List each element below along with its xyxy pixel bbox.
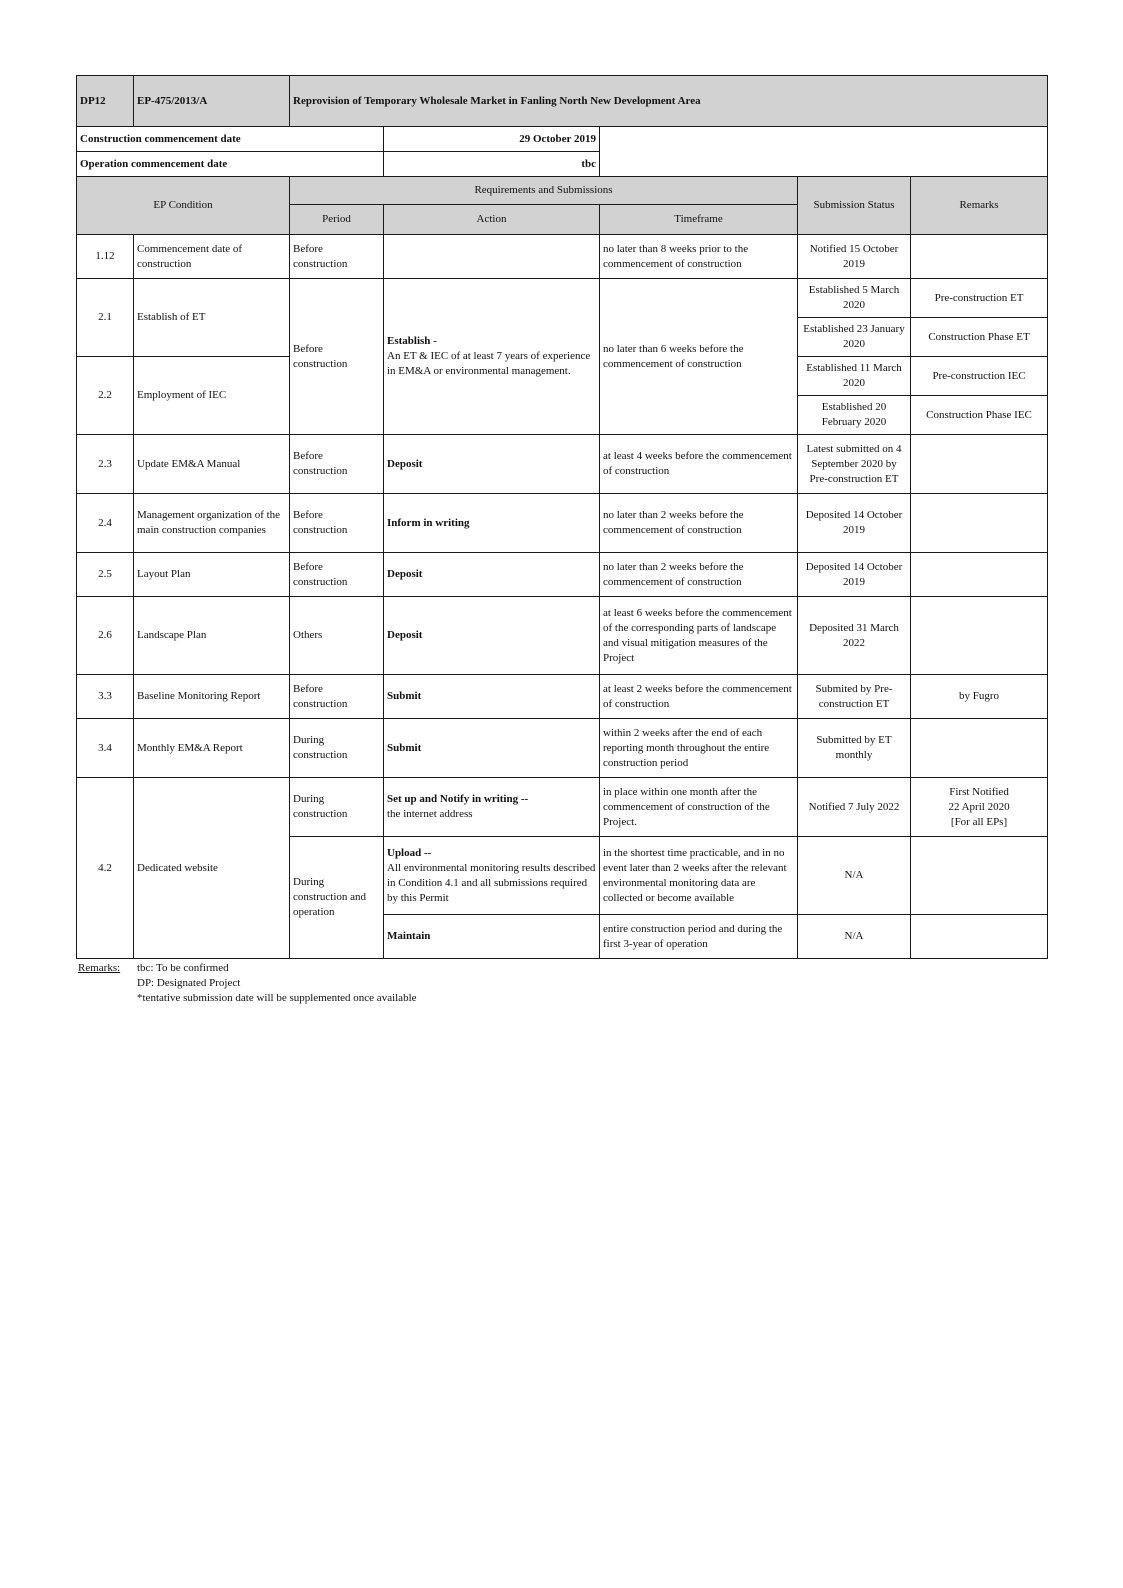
footnote-line: DP: Designated Project: [137, 977, 241, 989]
condition-name: Layout Plan: [134, 553, 290, 597]
condition-number: 3.4: [77, 719, 134, 778]
action-text: All environmental monitoring results described in Condition 4.1 and all submissions required by this Permit: [387, 861, 596, 904]
condition-number: 2.6: [77, 597, 134, 675]
table-row: [77, 553, 1048, 597]
timeframe-cell: at least 4 weeks before the commencement of construction: [600, 435, 798, 494]
status-cell: N/A: [798, 915, 911, 959]
action-text: An ET & IEC of at least 7 years of experience in EM&A or environmental management.: [387, 350, 591, 377]
remarks-cell: Pre-construction ET: [911, 279, 1048, 318]
action-cell: Deposit: [384, 553, 600, 597]
remarks-cell: [911, 778, 1048, 837]
period-cell: Before construction: [290, 279, 384, 435]
condition-number: 1.12: [77, 235, 134, 279]
remarks-line: [For all EPs]: [950, 815, 1008, 828]
footnote-line: tbc: To be confirmed: [137, 962, 229, 974]
status-cell: Established 11 March 2020: [798, 357, 911, 396]
remarks-header: Remarks: [911, 177, 1048, 235]
ep-number: EP-475/2013/A: [134, 76, 290, 127]
period-cell: Before construction: [290, 235, 384, 279]
condition-name: Dedicated website: [134, 778, 290, 959]
table-row: [77, 494, 1048, 553]
action-cell: [384, 837, 600, 915]
column-header-row-1: [77, 177, 1048, 205]
submission-status-header: Submission Status: [798, 177, 911, 235]
condition-name: Monthly EM&A Report: [134, 719, 290, 778]
action-cell: Maintain: [384, 915, 600, 959]
remarks-cell: Pre-construction IEC: [911, 357, 1048, 396]
table-row: [77, 778, 1048, 837]
date-blank-cell: [600, 127, 1048, 177]
condition-number: 2.4: [77, 494, 134, 553]
action-bold: Establish -: [387, 335, 437, 347]
ep-condition-header: EP Condition: [77, 177, 290, 235]
condition-number: 3.3: [77, 675, 134, 719]
status-cell: Notified 7 July 2022: [798, 778, 911, 837]
table-row: [77, 675, 1048, 719]
action-cell: [384, 778, 600, 837]
condition-name: Landscape Plan: [134, 597, 290, 675]
operation-date-label: Operation commencement date: [77, 152, 384, 177]
table-row: [77, 435, 1048, 494]
remarks-line: 22 April 2020: [948, 800, 1010, 813]
table-row: [77, 279, 1048, 318]
remarks-cell: [911, 597, 1048, 675]
period-cell: Before construction: [290, 675, 384, 719]
condition-number: 4.2: [77, 778, 134, 959]
project-header-row: [77, 76, 1048, 127]
project-title: Reprovision of Temporary Wholesale Market in Fanling North New Development Area: [290, 76, 1048, 127]
remarks-cell: Construction Phase IEC: [911, 396, 1048, 435]
condition-name: Management organization of the main construction companies: [134, 494, 290, 553]
construction-date-label: Construction commencement date: [77, 127, 384, 152]
remarks-cell: by Fugro: [911, 675, 1048, 719]
condition-name: Establish of ET: [134, 279, 290, 357]
timeframe-cell: at least 6 weeks before the commencement of the corresponding parts of landscape and visual mitigation measures of the Project: [600, 597, 798, 675]
period-cell: Others: [290, 597, 384, 675]
status-cell: Latest submitted on 4 September 2020 by Pre-construction ET: [798, 435, 911, 494]
status-cell: Notified 15 October 2019: [798, 235, 911, 279]
table-row: [77, 719, 1048, 778]
action-header: Action: [384, 205, 600, 235]
timeframe-cell: in the shortest time practicable, and in no event later than 2 weeks after the relevant environmental monitoring data are collected or become available: [600, 837, 798, 915]
action-cell: [384, 235, 600, 279]
action-cell: Deposit: [384, 435, 600, 494]
footnotes: [76, 961, 1047, 1006]
action-cell: Submit: [384, 719, 600, 778]
period-cell: Before construction: [290, 553, 384, 597]
condition-name: Baseline Monitoring Report: [134, 675, 290, 719]
period-header: Period: [290, 205, 384, 235]
ep-compliance-document: [76, 75, 1047, 1006]
action-bold: Set up and Notify in writing --: [387, 793, 529, 805]
timeframe-cell: within 2 weeks after the end of each reporting month throughout the entire construction period: [600, 719, 798, 778]
status-cell: Deposited 14 October 2019: [798, 553, 911, 597]
action-cell: Inform in writing: [384, 494, 600, 553]
status-cell: Established 23 January 2020: [798, 318, 911, 357]
footnote-line: *tentative submission date will be supplemented once available: [137, 992, 417, 1004]
status-cell: Established 20 February 2020: [798, 396, 911, 435]
status-cell: Deposited 31 March 2022: [798, 597, 911, 675]
operation-date-value: tbc: [384, 152, 600, 177]
requirements-header: Requirements and Submissions: [290, 177, 798, 205]
footnotes-label: Remarks:: [78, 962, 121, 974]
dp-code: DP12: [77, 76, 134, 127]
timeframe-cell: no later than 2 weeks before the commencement of construction: [600, 553, 798, 597]
table-row: [77, 597, 1048, 675]
timeframe-cell: at least 2 weeks before the commencement of construction: [600, 675, 798, 719]
period-cell: Before construction: [290, 435, 384, 494]
timeframe-cell: in place within one month after the commencement of construction of the Project.: [600, 778, 798, 837]
table-row: [77, 235, 1048, 279]
status-cell: Established 5 March 2020: [798, 279, 911, 318]
remarks-cell: [911, 553, 1048, 597]
condition-name: Commencement date of construction: [134, 235, 290, 279]
remarks-cell: [911, 435, 1048, 494]
period-cell: During construction and operation: [290, 837, 384, 959]
status-cell: Submitted by ET monthly: [798, 719, 911, 778]
status-cell: N/A: [798, 837, 911, 915]
timeframe-cell: no later than 2 weeks before the commencement of construction: [600, 494, 798, 553]
remarks-cell: [911, 915, 1048, 959]
remarks-cell: [911, 719, 1048, 778]
period-cell: During construction: [290, 778, 384, 837]
timeframe-cell: no later than 6 weeks before the commencement of construction: [600, 279, 798, 435]
condition-name: Employment of IEC: [134, 357, 290, 435]
construction-date-value: 29 October 2019: [384, 127, 600, 152]
remarks-cell: Construction Phase ET: [911, 318, 1048, 357]
remarks-cell: [911, 494, 1048, 553]
condition-name: Update EM&A Manual: [134, 435, 290, 494]
remarks-cell: [911, 235, 1048, 279]
period-cell: Before construction: [290, 494, 384, 553]
timeframe-cell: entire construction period and during the first 3-year of operation: [600, 915, 798, 959]
action-cell: Submit: [384, 675, 600, 719]
remarks-line: First Notified: [949, 785, 1009, 798]
compliance-table: [76, 75, 1048, 959]
action-text: the internet address: [387, 808, 473, 820]
status-cell: Deposited 14 October 2019: [798, 494, 911, 553]
remarks-cell: [911, 837, 1048, 915]
condition-number: 2.3: [77, 435, 134, 494]
condition-number: 2.1: [77, 279, 134, 357]
construction-date-row: [77, 127, 1048, 152]
condition-number: 2.2: [77, 357, 134, 435]
timeframe-header: Timeframe: [600, 205, 798, 235]
action-cell: Deposit: [384, 597, 600, 675]
status-cell: Submited by Pre-construction ET: [798, 675, 911, 719]
period-cell: During construction: [290, 719, 384, 778]
action-cell: [384, 279, 600, 435]
action-bold: Upload --: [387, 846, 432, 859]
timeframe-cell: no later than 8 weeks prior to the commencement of construction: [600, 235, 798, 279]
condition-number: 2.5: [77, 553, 134, 597]
